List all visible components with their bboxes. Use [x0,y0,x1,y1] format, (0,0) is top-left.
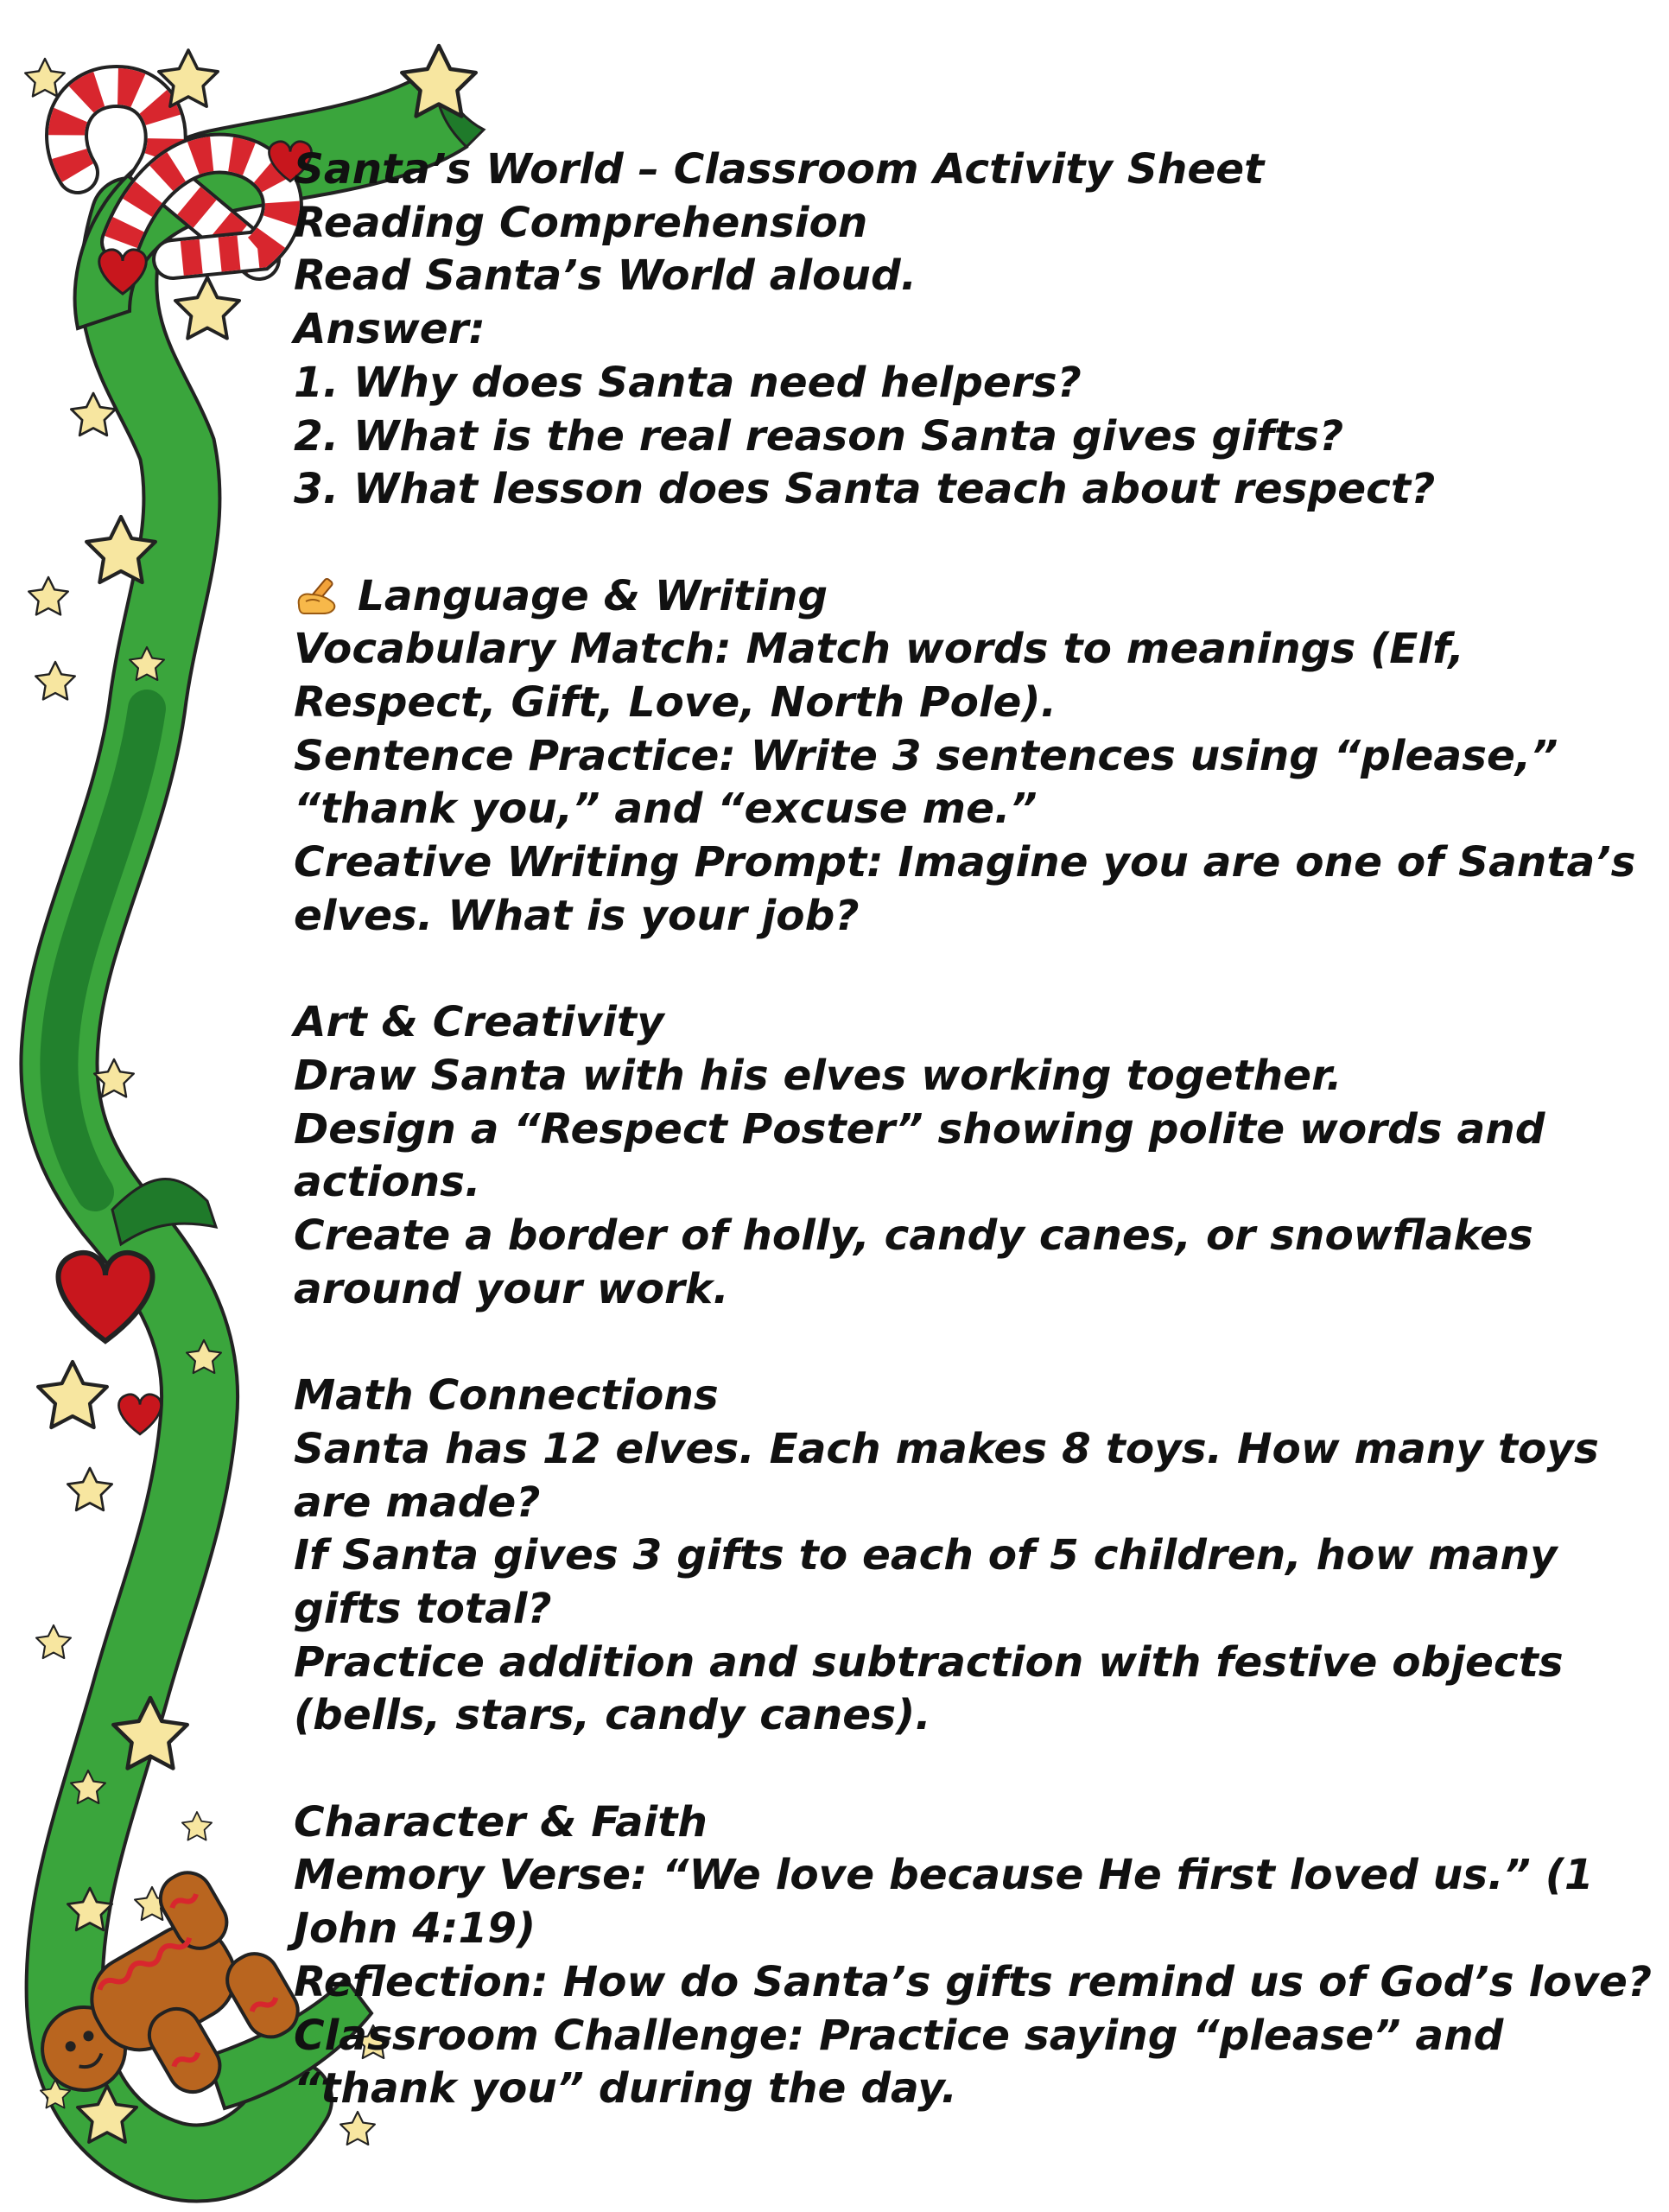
math-line-3: If Santa gives 3 gifts to each of 5 children, how many [294,1531,1558,1580]
question-3: 3. What lesson does Santa teach about respect? [294,465,1436,514]
page-title: Santa’s World – Classroom Activity Sheet [294,145,1265,194]
section-gap [294,1743,1641,1796]
math-heading: Math Connections [294,1371,719,1421]
math-line-2: are made? [294,1478,541,1527]
character-line-1: Memory Verse: “We love because He first loved us.” (1 [294,1851,1594,1900]
character-line-4: Classroom Challenge: Practice saying “please” and [294,2011,1504,2060]
math-line-4: gifts total? [294,1584,552,1633]
language-line-5: Creative Writing Prompt: Imagine you are one of Santa’s [294,838,1636,887]
question-1: 1. Why does Santa need helpers? [294,358,1082,407]
art-heading: Art & Creativity [294,998,664,1047]
art-line-5: around your work. [294,1264,729,1313]
language-line-2: Respect, Gift, Love, North Pole). [294,678,1057,728]
language-line-1: Vocabulary Match: Match words to meanings (Elf, [294,625,1464,674]
section-gap [294,517,1641,570]
language-line-6: elves. What is your job? [294,891,860,940]
character-line-5: “thank you” during the day. [294,2064,957,2113]
reading-instruction: Read Santa’s World aloud. [294,251,917,301]
question-2: 2. What is the real reason Santa gives gifts? [294,411,1344,461]
math-line-5: Practice addition and subtraction with festive objects [294,1637,1564,1687]
math-line-1: Santa has 12 elves. Each makes 8 toys. How many toys [294,1424,1599,1473]
art-line-4: Create a border of holly, candy canes, or snowflakes [294,1211,1533,1261]
art-line-1: Draw Santa with his elves working together. [294,1051,1342,1100]
language-line-3: Sentence Practice: Write 3 sentences using “please,” [294,731,1558,780]
activity-sheet [294,143,1653,2116]
math-line-6: (bells, stars, candy canes). [294,1691,931,1740]
character-line-2: John 4:19) [294,1904,536,1954]
section-gap [294,1316,1641,1370]
language-heading-row [294,570,1641,624]
reading-heading: Reading Comprehension [294,198,868,247]
character-line-3: Reflection: How do Santa’s gifts remind us of God’s love? [294,1957,1653,2006]
art-line-3: actions. [294,1158,481,1207]
character-heading: Character & Faith [294,1797,708,1847]
language-line-4: “thank you,” and “excuse me.” [294,785,1038,834]
writing-hand-icon [294,575,346,615]
language-heading: Language & Writing [358,571,828,620]
art-line-2: Design a “Respect Poster” showing polite words and [294,1104,1545,1154]
section-gap [294,944,1641,997]
answer-label: Answer: [294,305,485,354]
